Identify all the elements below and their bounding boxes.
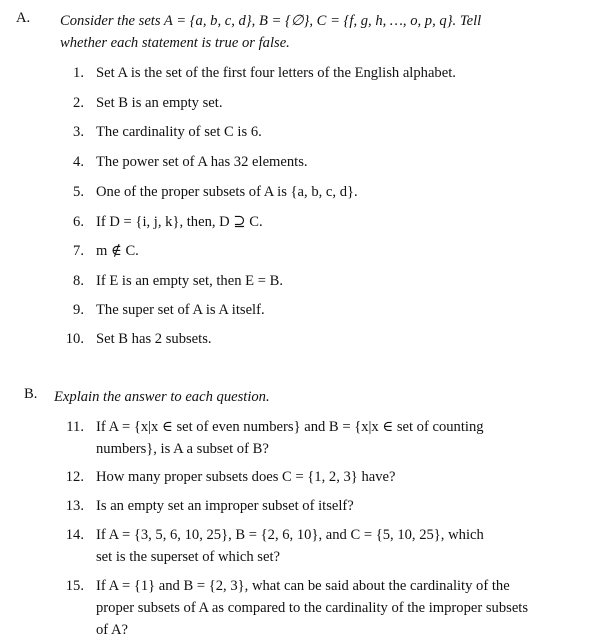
section-a-intro-line2: whether each statement is true or false. xyxy=(60,35,290,51)
item-line: set is the superset of which set? xyxy=(96,549,280,565)
item-number: 7. xyxy=(73,243,84,259)
item-number: 10. xyxy=(65,331,84,347)
item-text: One of the proper subsets of A is {a, b, c, d}. xyxy=(96,184,358,200)
item-text: Is an empty set an improper subset of itself? xyxy=(96,498,354,514)
item-number: 8. xyxy=(73,273,84,289)
item-line: If A = {3, 5, 6, 10, 25}, B = {2, 6, 10}, and C = {5, 10, 25}, which xyxy=(96,527,484,543)
item-text: Set A is the set of the first four letters of the English alphabet. xyxy=(96,65,456,81)
section-b-instructions: Explain the answer to each question. xyxy=(54,389,270,405)
section-a-letter: A. xyxy=(16,10,31,26)
item-number: 12. xyxy=(65,469,84,485)
item-line: proper subsets of A as compared to the cardinality of the improper subsets xyxy=(96,600,529,616)
item-text xyxy=(96,524,592,568)
section-a-intro-line1: Consider the sets A = {a, b, c, d}, B = {∅}, C = {f, g, h, …, o, p, q}. Tell xyxy=(60,13,482,29)
section-b-letter: B. xyxy=(24,386,38,402)
item-number: 14. xyxy=(65,527,84,543)
item-number: 5. xyxy=(73,184,84,200)
item-number: 11. xyxy=(66,419,84,435)
item-line: If A = {x|x ∈ set of even numbers} and B = {x|x ∈ set of counting xyxy=(96,419,484,435)
item-line: of A? xyxy=(96,622,129,638)
section-a-instructions xyxy=(60,10,595,54)
item-number: 13. xyxy=(65,498,84,514)
item-number: 2. xyxy=(73,95,84,111)
item-text: If E is an empty set, then E = B. xyxy=(96,273,283,289)
item-number: 1. xyxy=(73,65,84,81)
item-text xyxy=(96,416,592,460)
item-line: If A = {1} and B = {2, 3}, what can be said about the cardinality of the xyxy=(96,578,510,594)
item-number: 3. xyxy=(73,124,84,140)
item-text: m ∉ C. xyxy=(96,243,139,259)
item-number: 6. xyxy=(73,214,84,230)
item-text: How many proper subsets does C = {1, 2, 3} have? xyxy=(96,469,396,485)
item-text: Set B is an empty set. xyxy=(96,95,223,111)
item-text: Set B has 2 subsets. xyxy=(96,331,212,347)
item-text: The cardinality of set C is 6. xyxy=(96,124,262,140)
item-number: 4. xyxy=(73,154,84,170)
item-text: The super set of A is A itself. xyxy=(96,302,265,318)
item-line: numbers}, is A a subset of B? xyxy=(96,441,269,457)
item-text: If D = {i, j, k}, then, D ⊇ C. xyxy=(96,214,263,230)
item-text xyxy=(96,575,592,641)
item-number: 15. xyxy=(65,578,84,594)
item-number: 9. xyxy=(73,302,84,318)
item-text: The power set of A has 32 elements. xyxy=(96,154,308,170)
